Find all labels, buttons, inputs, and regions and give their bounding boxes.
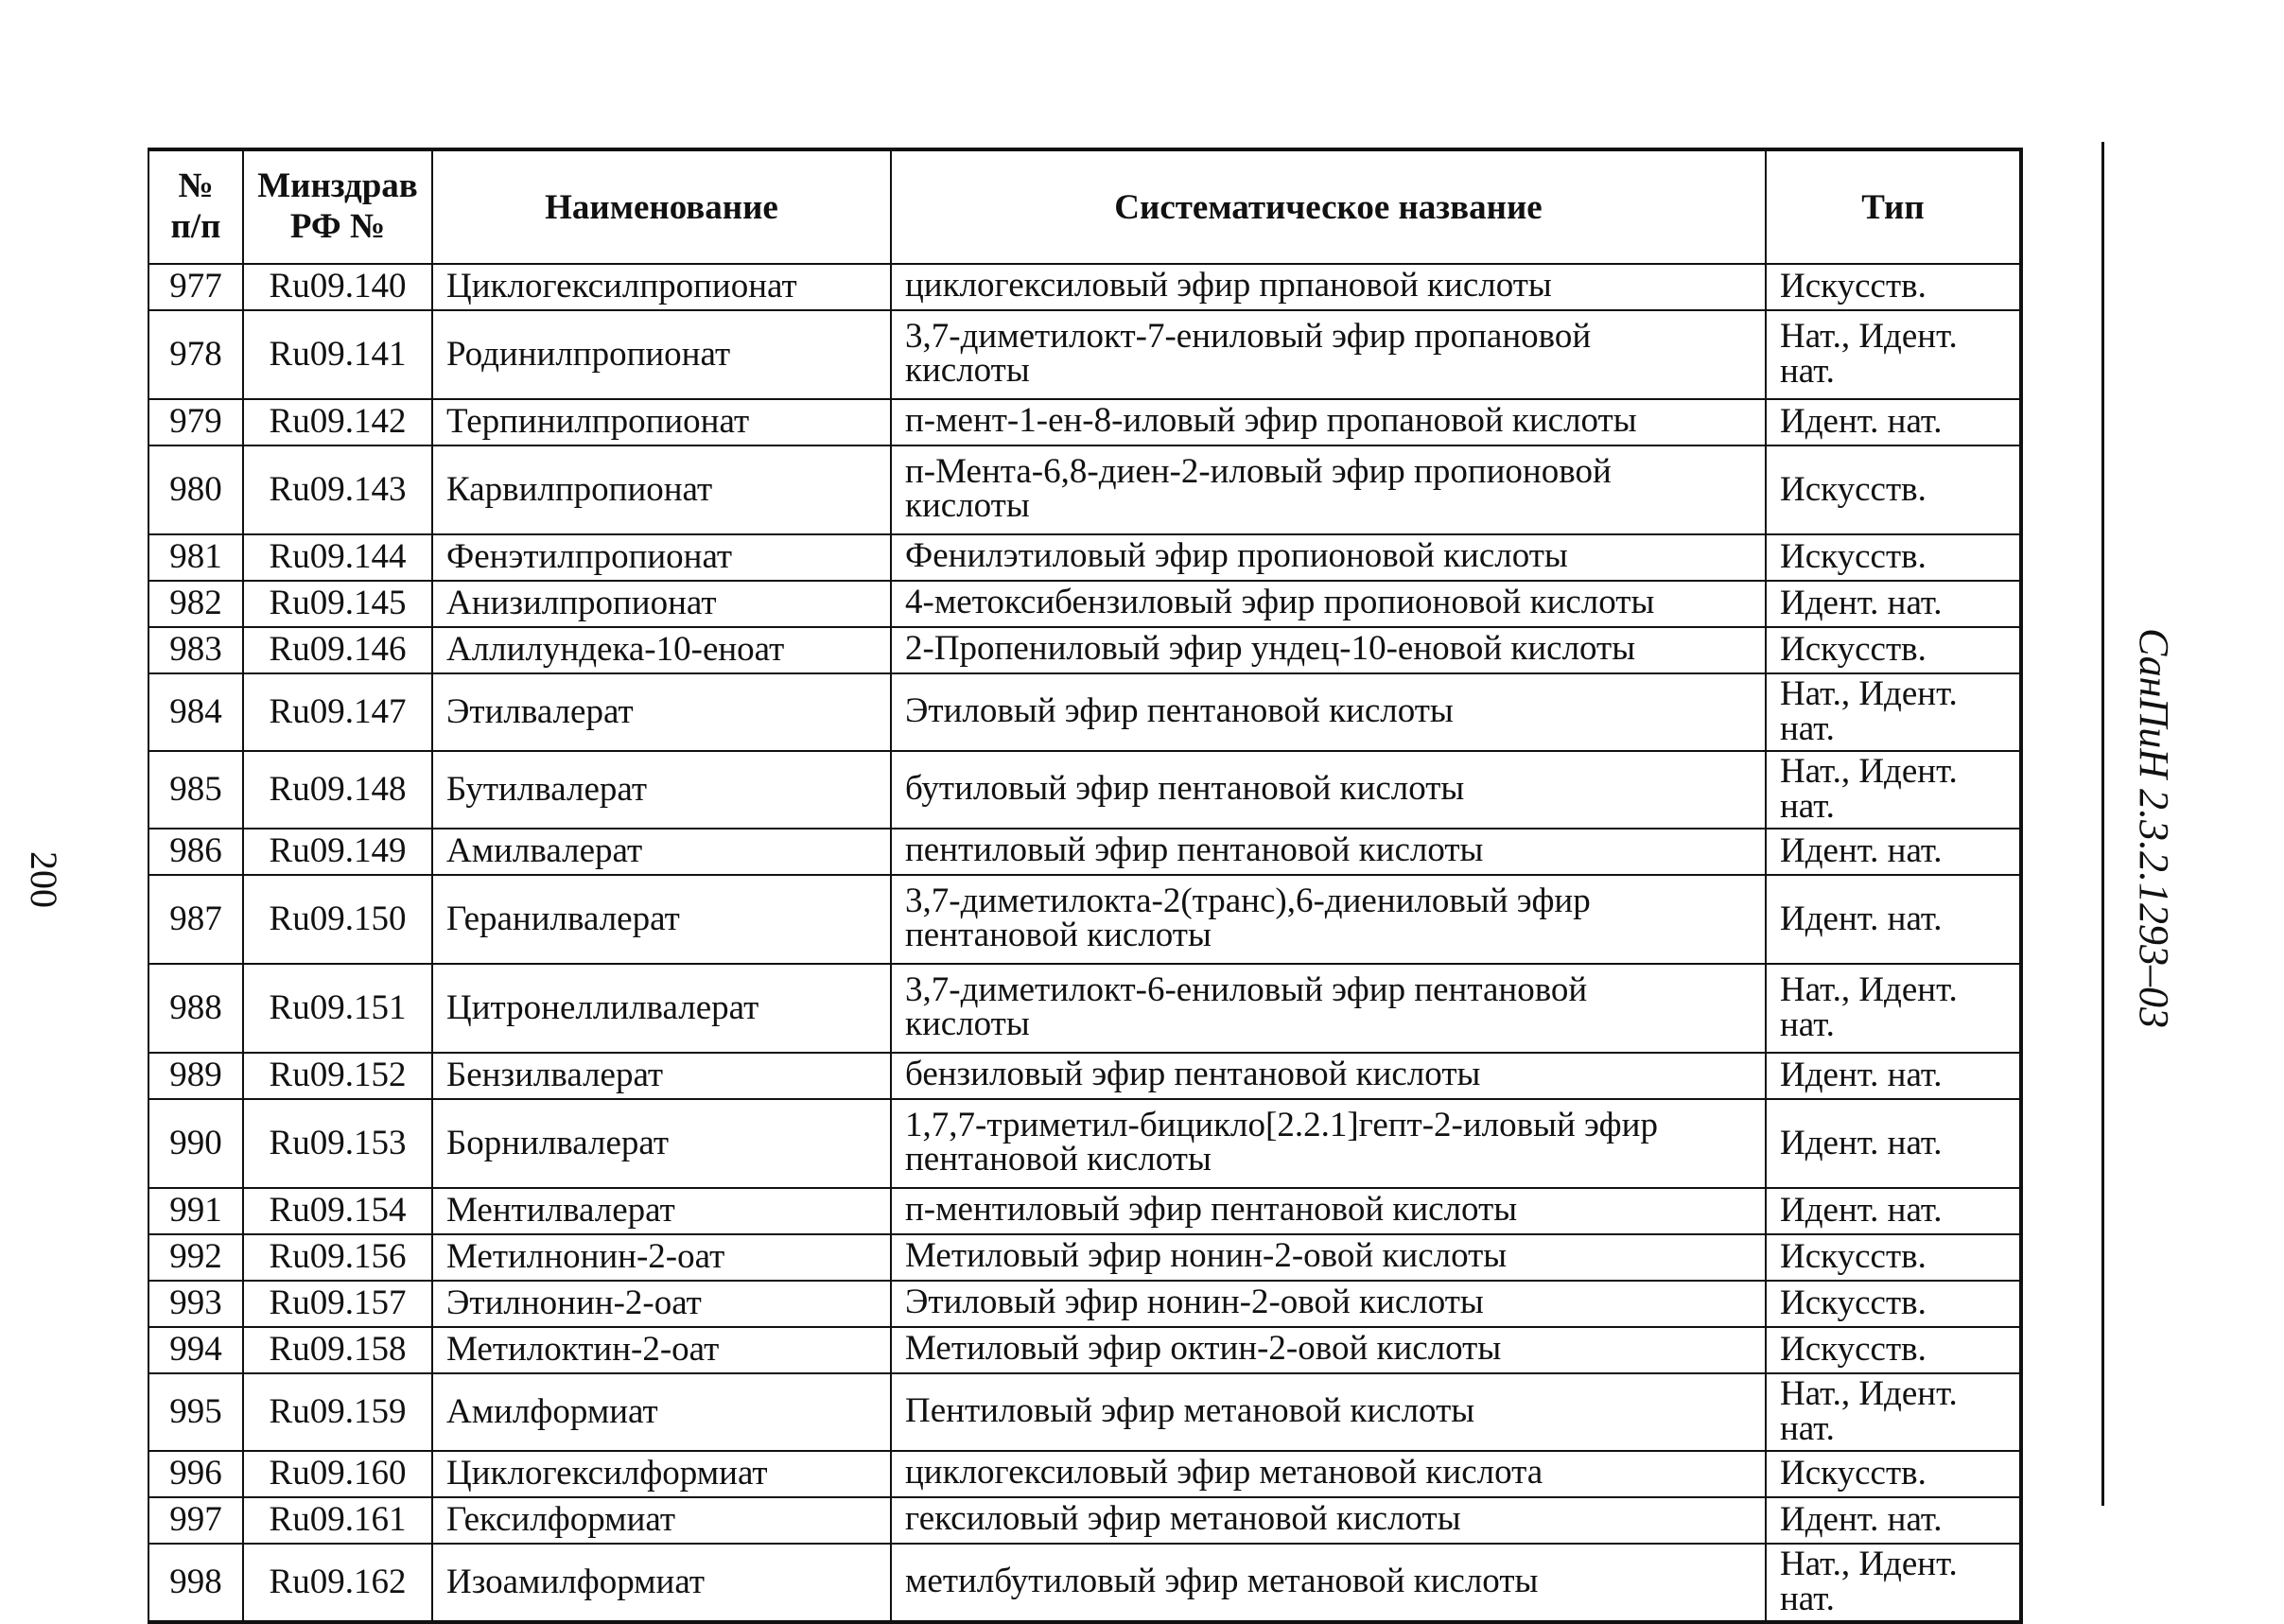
table-row bbox=[148, 1544, 2021, 1622]
systematic-name-line: 3,7-диметилокт-6-ениловый эфир пентановой bbox=[905, 969, 1588, 1009]
systematic-name bbox=[891, 673, 1766, 751]
row-number: 981 bbox=[148, 534, 243, 581]
systematic-name-line: кислоты bbox=[905, 486, 1030, 525]
ingredient-type: Идент. нат. bbox=[1766, 1099, 2021, 1188]
systematic-name-line: Пентиловый эфир метановой кислоты bbox=[905, 1390, 1475, 1430]
table-row bbox=[148, 1188, 2021, 1234]
ingredient-type: Искусств. bbox=[1766, 445, 2021, 534]
systematic-name bbox=[891, 1544, 1766, 1622]
row-number: 979 bbox=[148, 399, 243, 445]
systematic-name bbox=[891, 1451, 1766, 1497]
systematic-name-line: Метиловый эфир нонин-2-овой кислоты bbox=[905, 1236, 1508, 1276]
ministry-code: Ru09.144 bbox=[243, 534, 432, 581]
systematic-name bbox=[891, 310, 1766, 399]
table-row bbox=[148, 1053, 2021, 1099]
systematic-name-line: п-мент-1-ен-8-иловый эфир пропановой кислоты bbox=[905, 401, 1637, 441]
table-row bbox=[148, 445, 2021, 534]
systematic-name-line: пентановой кислоты bbox=[905, 1140, 1212, 1179]
ingredient-type: Идент. нат. bbox=[1766, 829, 2021, 875]
systematic-name-line: Фенилэтиловый эфир пропионовой кислоты bbox=[905, 536, 1568, 576]
row-number: 988 bbox=[148, 964, 243, 1053]
ministry-code: Ru09.150 bbox=[243, 875, 432, 964]
row-number: 990 bbox=[148, 1099, 243, 1188]
systematic-name-line: бензиловый эфир пентановой кислоты bbox=[905, 1055, 1481, 1094]
systematic-name bbox=[891, 1234, 1766, 1281]
systematic-name bbox=[891, 627, 1766, 673]
header-ministry-code bbox=[243, 149, 432, 264]
ingredient-name: Метилоктин-2-оат bbox=[432, 1327, 891, 1373]
systematic-name bbox=[891, 1053, 1766, 1099]
ministry-code: Ru09.154 bbox=[243, 1188, 432, 1234]
row-number: 995 bbox=[148, 1373, 243, 1451]
table-row bbox=[148, 310, 2021, 399]
ingredient-name: Ментилвалерат bbox=[432, 1188, 891, 1234]
ingredient-type: Идент. нат. bbox=[1766, 1188, 2021, 1234]
row-number: 998 bbox=[148, 1544, 243, 1622]
table-row bbox=[148, 1327, 2021, 1373]
ministry-code: Ru09.159 bbox=[243, 1373, 432, 1451]
ingredient-name: Этилвалерат bbox=[432, 673, 891, 751]
header-number bbox=[148, 149, 243, 264]
ingredient-name: Гексилформиат bbox=[432, 1497, 891, 1544]
systematic-name-line: Метиловый эфир октин-2-овой кислоты bbox=[905, 1329, 1502, 1369]
table-row bbox=[148, 1099, 2021, 1188]
ingredient-type: Нат., Идент. нат. bbox=[1766, 673, 2021, 751]
header-code-line2: РФ № bbox=[289, 207, 386, 246]
ministry-code: Ru09.151 bbox=[243, 964, 432, 1053]
ingredient-type: Нат., Идент. нат. bbox=[1766, 964, 2021, 1053]
row-number: 989 bbox=[148, 1053, 243, 1099]
systematic-name bbox=[891, 829, 1766, 875]
table-row bbox=[148, 399, 2021, 445]
header-number-line1: № bbox=[178, 166, 214, 206]
ingredient-name: Метилнонин-2-оат bbox=[432, 1234, 891, 1281]
systematic-name-line: кислоты bbox=[905, 1004, 1030, 1043]
systematic-name-line: 1,7,7-триметил-бицикло[2.2.1]гепт-2-иловый эфир bbox=[905, 1105, 1658, 1144]
table-row bbox=[148, 1451, 2021, 1497]
systematic-name-line: кислоты bbox=[905, 351, 1030, 390]
ingredient-type: Идент. нат. bbox=[1766, 581, 2021, 627]
document-title: СанПиН 2.3.2.1293–03 bbox=[2131, 628, 2177, 1029]
table-row bbox=[148, 964, 2021, 1053]
table-row bbox=[148, 751, 2021, 829]
ministry-code: Ru09.156 bbox=[243, 1234, 432, 1281]
ingredient-name: Фенэтилпропионат bbox=[432, 534, 891, 581]
ingredient-type: Идент. нат. bbox=[1766, 875, 2021, 964]
table-row bbox=[148, 1281, 2021, 1327]
ingredient-type: Нат., Идент. нат. bbox=[1766, 1544, 2021, 1622]
ministry-code: Ru09.142 bbox=[243, 399, 432, 445]
ministry-code: Ru09.148 bbox=[243, 751, 432, 829]
header-number-line2: п/п bbox=[170, 207, 221, 246]
ingredient-name: Изоамилформиат bbox=[432, 1544, 891, 1622]
ingredient-type: Искусств. bbox=[1766, 1234, 2021, 1281]
table-row bbox=[148, 534, 2021, 581]
ministry-code: Ru09.160 bbox=[243, 1451, 432, 1497]
ministry-code: Ru09.161 bbox=[243, 1497, 432, 1544]
ingredient-type: Искусств. bbox=[1766, 627, 2021, 673]
row-number: 982 bbox=[148, 581, 243, 627]
ministry-code: Ru09.158 bbox=[243, 1327, 432, 1373]
systematic-name bbox=[891, 1099, 1766, 1188]
row-number: 987 bbox=[148, 875, 243, 964]
row-number: 984 bbox=[148, 673, 243, 751]
page-number: 200 bbox=[23, 851, 65, 908]
systematic-name-line: 3,7-диметилокт-7-ениловый эфир пропановой bbox=[905, 316, 1592, 356]
systematic-name bbox=[891, 399, 1766, 445]
systematic-name-line: Этиловый эфир нонин-2-овой кислоты bbox=[905, 1283, 1484, 1322]
table-row bbox=[148, 264, 2021, 310]
header-code-line1: Минздрав bbox=[257, 166, 418, 206]
systematic-name-line: п-ментиловый эфир пентановой кислоты bbox=[905, 1190, 1518, 1230]
ingredient-type: Нат., Идент. нат. bbox=[1766, 310, 2021, 399]
ministry-code: Ru09.149 bbox=[243, 829, 432, 875]
ingredient-type: Идент. нат. bbox=[1766, 1497, 2021, 1544]
ministry-code: Ru09.140 bbox=[243, 264, 432, 310]
ministry-code: Ru09.153 bbox=[243, 1099, 432, 1188]
ingredient-name: Анизилпропионат bbox=[432, 581, 891, 627]
row-number: 977 bbox=[148, 264, 243, 310]
systematic-name bbox=[891, 1497, 1766, 1544]
ministry-code: Ru09.162 bbox=[243, 1544, 432, 1622]
table-row bbox=[148, 581, 2021, 627]
ministry-code: Ru09.146 bbox=[243, 627, 432, 673]
table-row bbox=[148, 1373, 2021, 1451]
ingredient-type: Идент. нат. bbox=[1766, 399, 2021, 445]
systematic-name-line: пентановой кислоты bbox=[905, 916, 1212, 954]
ingredient-type: Искусств. bbox=[1766, 1451, 2021, 1497]
table-body bbox=[148, 264, 2021, 1622]
row-number: 986 bbox=[148, 829, 243, 875]
ingredient-type: Идент. нат. bbox=[1766, 1053, 2021, 1099]
systematic-name-line: 2-Пропениловый эфир ундец-10-еновой кислоты bbox=[905, 629, 1636, 669]
row-number: 985 bbox=[148, 751, 243, 829]
header-type: Тип bbox=[1766, 149, 2021, 264]
ingredient-type: Нат., Идент. нат. bbox=[1766, 751, 2021, 829]
row-number: 996 bbox=[148, 1451, 243, 1497]
systematic-name bbox=[891, 534, 1766, 581]
ingredient-name: Бензилвалерат bbox=[432, 1053, 891, 1099]
row-number: 993 bbox=[148, 1281, 243, 1327]
row-number: 991 bbox=[148, 1188, 243, 1234]
ingredient-name: Амилформиат bbox=[432, 1373, 891, 1451]
row-number: 983 bbox=[148, 627, 243, 673]
table-row bbox=[148, 1497, 2021, 1544]
row-number: 980 bbox=[148, 445, 243, 534]
systematic-name bbox=[891, 1188, 1766, 1234]
systematic-name-line: циклогексиловый эфир прпановой кислоты bbox=[905, 266, 1552, 306]
row-number: 994 bbox=[148, 1327, 243, 1373]
ministry-code: Ru09.152 bbox=[243, 1053, 432, 1099]
systematic-name bbox=[891, 445, 1766, 534]
ministry-code: Ru09.147 bbox=[243, 673, 432, 751]
ingredient-name: Бутилвалерат bbox=[432, 751, 891, 829]
ingredient-name: Цитронеллилвалерат bbox=[432, 964, 891, 1053]
systematic-name-line: п-Мента-6,8-диен-2-иловый эфир пропионовой bbox=[905, 451, 1612, 491]
row-number: 992 bbox=[148, 1234, 243, 1281]
systematic-name-line: пентиловый эфир пентановой кислоты bbox=[905, 830, 1484, 870]
table-row bbox=[148, 875, 2021, 964]
systematic-name-line: бутиловый эфир пентановой кислоты bbox=[905, 768, 1465, 808]
systematic-name-line: 3,7-диметилокта-2(транс),6-диениловый эфир bbox=[905, 881, 1591, 920]
systematic-name-line: метилбутиловый эфир метановой кислоты bbox=[905, 1561, 1539, 1600]
ingredient-type: Искусств. bbox=[1766, 534, 2021, 581]
systematic-name bbox=[891, 964, 1766, 1053]
ministry-code: Ru09.143 bbox=[243, 445, 432, 534]
ministry-code: Ru09.141 bbox=[243, 310, 432, 399]
systematic-name bbox=[891, 1373, 1766, 1451]
ingredient-name: Карвилпропионат bbox=[432, 445, 891, 534]
systematic-name bbox=[891, 1327, 1766, 1373]
row-number: 978 bbox=[148, 310, 243, 399]
header-name: Наименование bbox=[432, 149, 891, 264]
ingredient-type: Искусств. bbox=[1766, 264, 2021, 310]
systematic-name bbox=[891, 1281, 1766, 1327]
table-row bbox=[148, 627, 2021, 673]
side-rule bbox=[2101, 142, 2104, 1506]
table-row bbox=[148, 1234, 2021, 1281]
ingredient-name: Циклогексилпропионат bbox=[432, 264, 891, 310]
table-row bbox=[148, 829, 2021, 875]
systematic-name-line: гексиловый эфир метановой кислоты bbox=[905, 1499, 1461, 1539]
header-systematic-name: Систематическое название bbox=[891, 149, 1766, 264]
ingredients-table bbox=[148, 148, 2023, 1624]
systematic-name-line: циклогексиловый эфир метановой кислота bbox=[905, 1453, 1543, 1493]
systematic-name bbox=[891, 581, 1766, 627]
row-number: 997 bbox=[148, 1497, 243, 1544]
ingredient-type: Искусств. bbox=[1766, 1327, 2021, 1373]
systematic-name bbox=[891, 264, 1766, 310]
ingredient-name: Амилвалерат bbox=[432, 829, 891, 875]
systematic-name bbox=[891, 875, 1766, 964]
ingredient-name: Родинилпропионат bbox=[432, 310, 891, 399]
ingredient-name: Циклогексилформиат bbox=[432, 1451, 891, 1497]
table-header-row bbox=[148, 149, 2021, 264]
ingredient-type: Нат., Идент. нат. bbox=[1766, 1373, 2021, 1451]
ingredient-name: Этилнонин-2-оат bbox=[432, 1281, 891, 1327]
ministry-code: Ru09.157 bbox=[243, 1281, 432, 1327]
ingredient-name: Аллилундека-10-еноат bbox=[432, 627, 891, 673]
ingredient-name: Терпинилпропионат bbox=[432, 399, 891, 445]
ingredient-name: Борнилвалерат bbox=[432, 1099, 891, 1188]
systematic-name-line: Этиловый эфир пентановой кислоты bbox=[905, 690, 1454, 730]
table-row bbox=[148, 673, 2021, 751]
systematic-name bbox=[891, 751, 1766, 829]
ingredient-name: Геранилвалерат bbox=[432, 875, 891, 964]
systematic-name-line: 4-метоксибензиловый эфир пропионовой кислоты bbox=[905, 583, 1655, 622]
ministry-code: Ru09.145 bbox=[243, 581, 432, 627]
ingredient-type: Искусств. bbox=[1766, 1281, 2021, 1327]
